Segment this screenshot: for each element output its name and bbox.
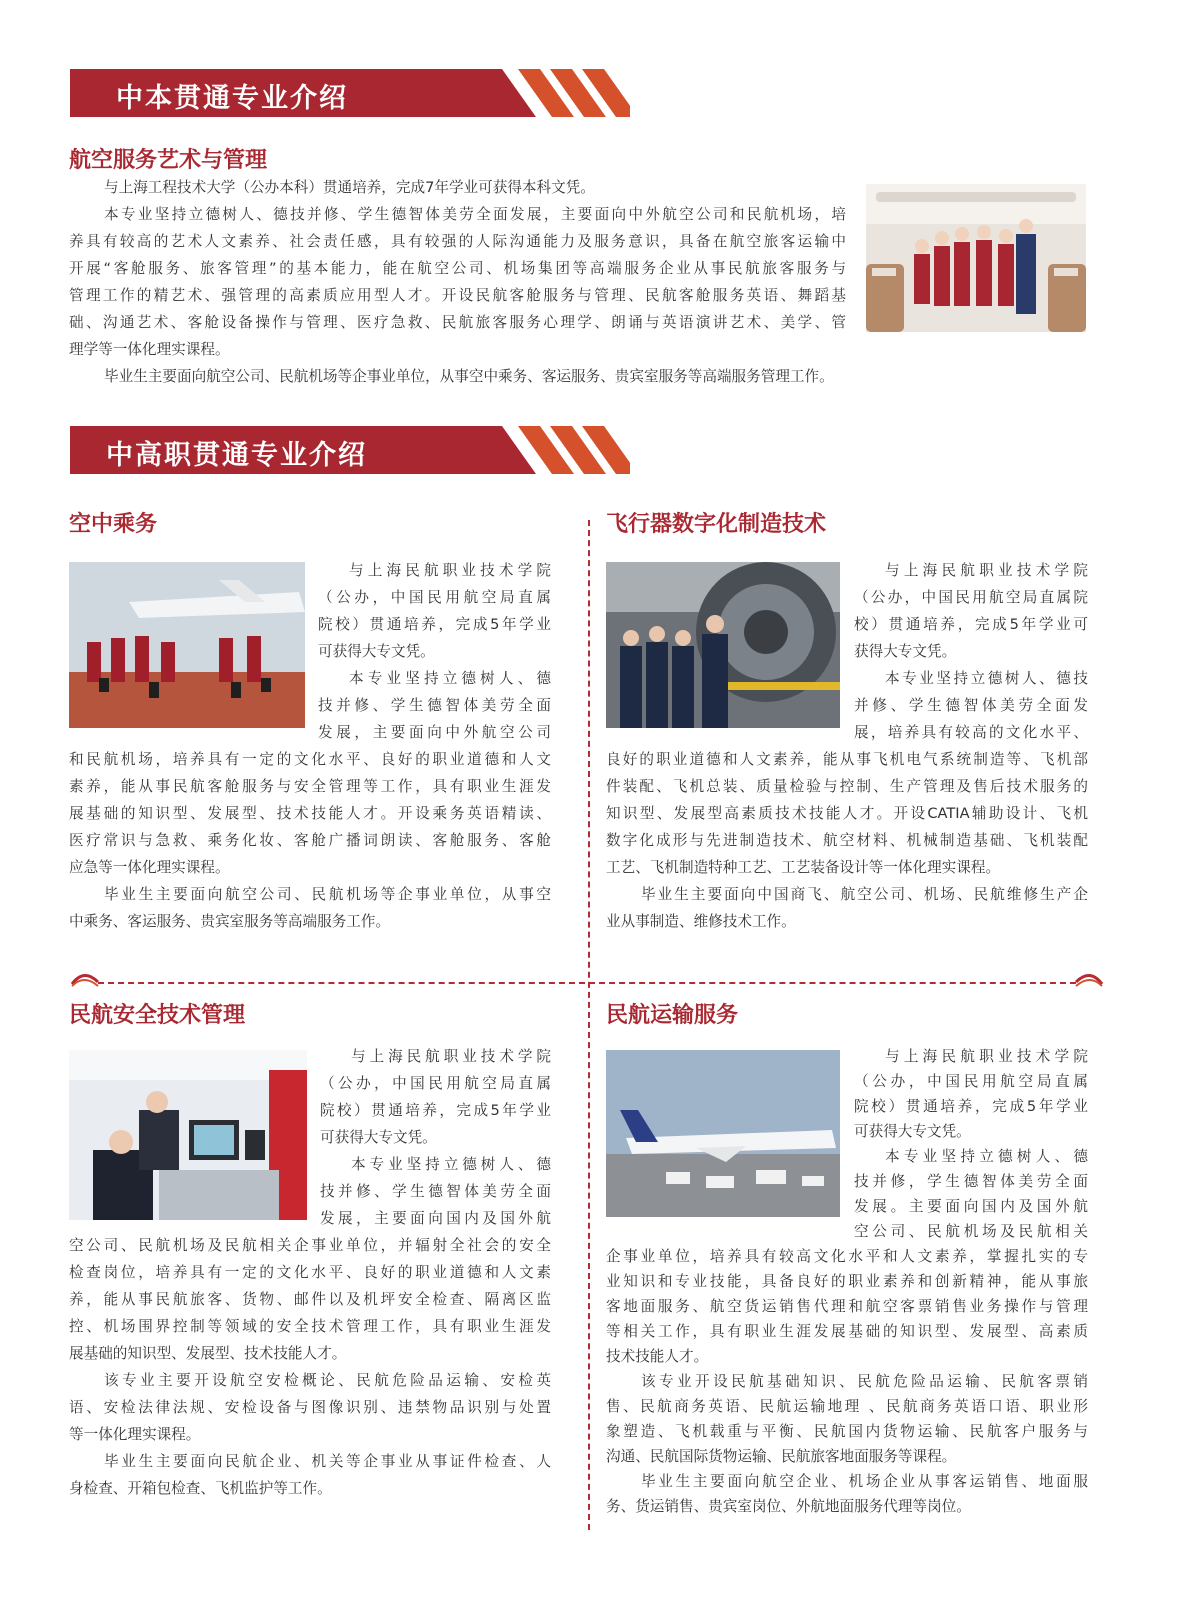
photo-security-screening bbox=[69, 1050, 307, 1220]
para-line: 院校）贯通培养，完成5年学业 bbox=[854, 1098, 1088, 1115]
section-banner-title: 中高职贯通专业介绍 bbox=[106, 440, 367, 471]
photo-engine-workshop bbox=[606, 562, 840, 728]
para-line: 中乘务、客运服务、贵宾室服务等高端服务工作。 bbox=[69, 913, 391, 930]
para-line: 本专业坚持立德树人、德技并修、学生德智体美劳全面发展，主要面向中外航空公司和民航机场，培 bbox=[104, 206, 846, 223]
para-line: 等一体化理实课程。 bbox=[69, 1426, 201, 1443]
para-line: 院校）贯通培养，完成5年学业 bbox=[318, 616, 551, 633]
para-line: 空公司、民航机场及民航相关 bbox=[854, 1223, 1088, 1240]
para-line: （公办，中国民用航空局直属 bbox=[854, 1073, 1088, 1090]
major-title-flight-attendant: 空中乘务 bbox=[69, 511, 158, 537]
para-line: 养具有较高的艺术人文素养、社会责任感，具有较强的人际沟通能力及服务意识，具备在航空旅客运输中 bbox=[69, 233, 846, 250]
para-line: 技并修、学生德智体美劳全面 bbox=[320, 1183, 551, 1200]
section-banner-undergrad bbox=[70, 69, 630, 117]
para-line: 并修、学生德智体美劳全面发 bbox=[854, 697, 1088, 714]
section-banner-college bbox=[70, 426, 630, 474]
para-line: 毕业生主要面向航空企业、机场企业从事客运销售、地面服 bbox=[641, 1473, 1088, 1490]
para-line: 控、机场围界控制等领域的安全技术管理工作，具有职业生涯发 bbox=[69, 1318, 551, 1335]
photo-airport-apron bbox=[606, 1050, 840, 1217]
para-line: 础、沟通艺术、客舱设备操作与管理、医疗急救、民航旅客服务心理学、朗诵与英语演讲艺术、美学、管 bbox=[69, 314, 846, 331]
para-line: 毕业生主要面向中国商飞、航空公司、机场、民航维修生产企 bbox=[641, 886, 1088, 903]
para-line: 院校）贯通培养，完成5年学业 bbox=[320, 1102, 551, 1119]
para-line: 业从事制造、维修技术工作。 bbox=[606, 913, 796, 930]
para-line: 医疗常识与急救、乘务化妆、客舱广播词朗读、客舱服务、客舱 bbox=[69, 832, 551, 849]
para-line: 养，能从事民航旅客、货物、邮件以及机坪安全检查、隔离区监 bbox=[69, 1291, 551, 1308]
para-line: 可获得大专文凭。 bbox=[318, 643, 435, 660]
para-line: 展基础的知识型、发展型、技术技能人才。 bbox=[69, 1345, 347, 1362]
para-line: 技并修，学生德智体美劳全面 bbox=[854, 1173, 1088, 1190]
horizontal-divider bbox=[98, 982, 1076, 984]
para-line: 语、安检法律法规、安检设备与图像识别、违禁物品识别与处置 bbox=[69, 1399, 551, 1416]
para-line: 展，培养具有较高的文化水平、 bbox=[854, 724, 1088, 741]
para-line: 等相关工作，具有职业生涯发展基础的知识型、发展型、高素质 bbox=[606, 1323, 1088, 1340]
para-line: 发展，主要面向国内及国外航 bbox=[320, 1210, 551, 1227]
para-line: 和民航机场，培养具有一定的文化水平、良好的职业道德和人文 bbox=[69, 751, 551, 768]
major-title-air-transport-service: 民航运输服务 bbox=[606, 1002, 739, 1028]
para-line: 发展。主要面向国内及国外航 bbox=[854, 1198, 1088, 1215]
para-line: 与上海民航职业技术学院 bbox=[885, 1048, 1088, 1065]
para-line: 工艺、飞机制造特种工艺、工艺装备设计等一体化理实课程。 bbox=[606, 859, 1001, 876]
vertical-divider bbox=[588, 520, 590, 1530]
para-line: （公办，中国民用航空局直属 bbox=[318, 589, 551, 606]
para-line: 企事业单位，培养具有较高文化水平和人文素养，掌握扎实的专 bbox=[606, 1248, 1088, 1265]
para-line: 开展“客舱服务、旅客管理”的基本能力，能在航空公司、机场集团等高端服务企业从事民航旅客服务与 bbox=[69, 260, 846, 277]
para-line: 空公司、民航机场及民航相关企事业单位，并辐射全社会的安全 bbox=[69, 1237, 551, 1254]
major-title-aviation-art: 航空服务艺术与管理 bbox=[69, 147, 268, 173]
para-line: 该专业开设民航基础知识、民航危险品运输、民航客票销 bbox=[641, 1373, 1088, 1390]
para-line: 本专业坚持立德树人、德 bbox=[351, 1156, 551, 1173]
para-line: 理学等一体化理实课程。 bbox=[69, 341, 230, 358]
para-line: （公办，中国民用航空局直属 bbox=[320, 1075, 551, 1092]
para-line: 技术技能人才。 bbox=[606, 1348, 709, 1365]
para-line: 业知识和专业技能，具备良好的职业素养和创新精神，能从事旅 bbox=[606, 1273, 1088, 1290]
para-line: 毕业生主要面向民航企业、机关等企事业从事证件检查、人 bbox=[104, 1453, 551, 1470]
para-line: 校）贯通培养，完成5年学业可 bbox=[854, 616, 1088, 633]
para-line: 管理工作的精艺术、强管理的高素质应用型人才。开设民航客舱服务与管理、民航客舱服务英语、舞蹈基 bbox=[69, 287, 846, 304]
para-line: 与上海工程技术大学（公办本科）贯通培养，完成7年学业可获得本科文凭。 bbox=[104, 179, 595, 196]
para-line: 检查岗位，培养具有一定的文化水平、良好的职业道德和人文素 bbox=[69, 1264, 551, 1281]
para-line: 象塑造、飞机载重与平衡、民航国内货物运输、民航客户服务与 bbox=[606, 1423, 1088, 1440]
major-title-aircraft-manufacturing: 飞行器数字化制造技术 bbox=[606, 511, 827, 537]
major-title-aviation-security: 民航安全技术管理 bbox=[69, 1002, 246, 1028]
para-line: 务、货运销售、贵宾室岗位、外航地面服务代理等岗位。 bbox=[606, 1498, 971, 1515]
para-line: 与上海民航职业技术学院 bbox=[349, 562, 551, 579]
para-line: 数字化成形与先进制造技术、航空材料、机械制造基础、飞机装配 bbox=[606, 832, 1088, 849]
para-line: 本专业坚持立德树人、德 bbox=[349, 670, 551, 687]
para-line: 与上海民航职业技术学院 bbox=[885, 562, 1088, 579]
divider-ornament-right bbox=[1074, 964, 1104, 988]
divider-ornament-left bbox=[70, 964, 100, 988]
para-line: 沟通、民航国际货物运输、民航旅客地面服务等课程。 bbox=[606, 1448, 957, 1465]
para-line: 本专业坚持立德树人、德 bbox=[885, 1148, 1088, 1165]
para-line: 件装配、飞机总装、质量检验与控制、生产管理及售后技术服务的 bbox=[606, 778, 1088, 795]
para-line: 良好的职业道德和人文素养，能从事飞机电气系统制造等、飞机部 bbox=[606, 751, 1088, 768]
para-line: （公办，中国民用航空局直属院 bbox=[854, 589, 1088, 606]
para-line: 素养，能从事民航客舱服务与安全管理等工作，具有职业生涯发 bbox=[69, 778, 551, 795]
para-line: 获得大专文凭。 bbox=[854, 643, 957, 660]
para-line: 可获得大专文凭。 bbox=[854, 1123, 971, 1140]
para-line: 可获得大专文凭。 bbox=[320, 1129, 437, 1146]
para-line: 售、民航商务英语、民航运输地理 、民航商务英语口语、职业形 bbox=[606, 1398, 1088, 1415]
para-line: 本专业坚持立德树人、德技 bbox=[885, 670, 1088, 687]
para-line: 毕业生主要面向航空公司、民航机场等企事业单位，从事空中乘务、客运服务、贵宾室服务等高端服务管理工作。 bbox=[104, 368, 834, 385]
para-line: 毕业生主要面向航空公司、民航机场等企事业单位，从事空 bbox=[104, 886, 551, 903]
photo-cabin-crew-group bbox=[866, 184, 1086, 332]
section-banner-title: 中本贯通专业介绍 bbox=[116, 83, 348, 114]
para-line: 该专业主要开设航空安检概论、民航危险品运输、安检英 bbox=[104, 1372, 551, 1389]
para-line: 应急等一体化理实课程。 bbox=[69, 859, 230, 876]
para-line: 身检查、开箱包检查、飞机监护等工作。 bbox=[69, 1480, 332, 1497]
para-line: 客地面服务、航空货运销售代理和航空客票销售业务操作与管理 bbox=[606, 1298, 1088, 1315]
photo-flight-attendants-walking bbox=[69, 562, 305, 728]
para-line: 与上海民航职业技术学院 bbox=[351, 1048, 551, 1065]
para-line: 发展，主要面向中外航空公司 bbox=[318, 724, 551, 741]
para-line: 知识型、发展型高素质技术技能人才。开设CATIA辅助设计、飞机 bbox=[606, 805, 1088, 822]
para-line: 技并修、学生德智体美劳全面 bbox=[318, 697, 551, 714]
para-line: 展基础的知识型、发展型、技术技能人才。开设乘务英语精读、 bbox=[69, 805, 551, 822]
